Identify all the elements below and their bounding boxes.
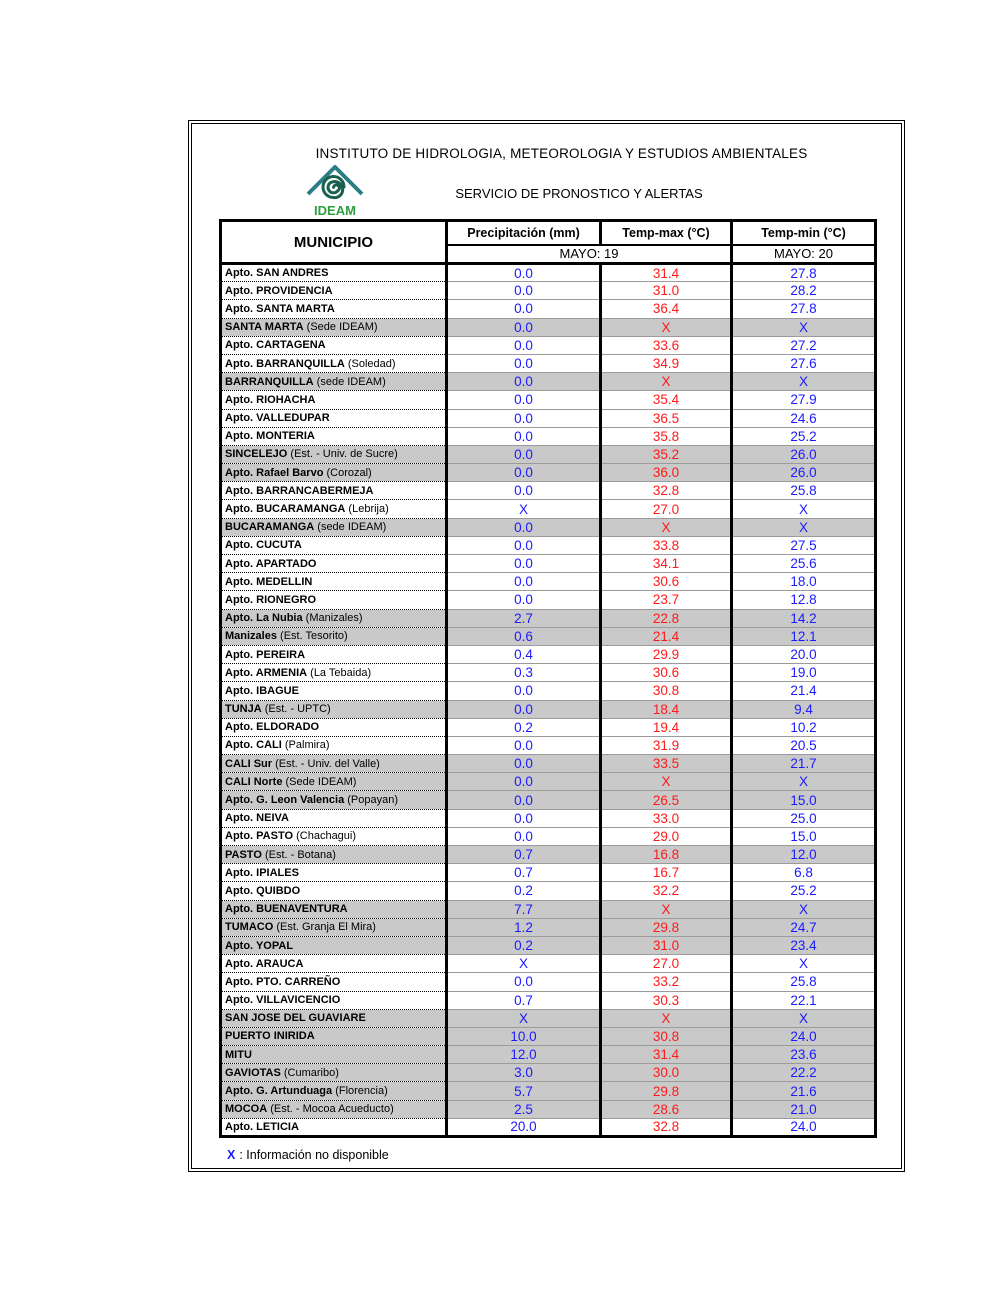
table-row	[221, 1046, 876, 1064]
temp-min-cell: 27.8	[732, 264, 876, 282]
document-frame	[188, 120, 905, 1172]
precipitation-cell: 0.0	[447, 409, 601, 427]
column-header-temp-min: Temp-min (°C)	[732, 221, 876, 245]
temp-min-cell: 24.6	[732, 409, 876, 427]
table-row	[221, 264, 876, 282]
temp-min-cell: 21.0	[732, 1100, 876, 1118]
temp-min-cell: 6.8	[732, 864, 876, 882]
temp-min-cell: X	[732, 773, 876, 791]
precipitation-cell: 0.6	[447, 627, 601, 645]
table-row	[221, 427, 876, 445]
municipality-cell: Apto. BARRANQUILLA (Soledad)	[221, 354, 447, 372]
municipality-cell: Apto. PEREIRA	[221, 645, 447, 663]
temp-min-cell: 26.0	[732, 464, 876, 482]
temp-min-cell: 12.8	[732, 591, 876, 609]
municipality-cell: PASTO (Est. - Botana)	[221, 846, 447, 864]
precipitation-cell: 7.7	[447, 900, 601, 918]
temp-min-cell: 25.2	[732, 882, 876, 900]
precipitation-cell: 0.0	[447, 518, 601, 536]
table-row	[221, 773, 876, 791]
temp-max-cell: 30.8	[601, 682, 732, 700]
precipitation-cell: 0.0	[447, 809, 601, 827]
precipitation-cell: 0.0	[447, 373, 601, 391]
table-row	[221, 445, 876, 463]
temp-min-cell: 22.1	[732, 991, 876, 1009]
table-row	[221, 482, 876, 500]
table-row	[221, 573, 876, 591]
municipality-cell: Apto. CALI (Palmira)	[221, 736, 447, 754]
table-row	[221, 500, 876, 518]
temp-max-cell: 31.0	[601, 282, 732, 300]
precipitation-cell: X	[447, 1009, 601, 1027]
precipitation-cell: 0.0	[447, 700, 601, 718]
temp-max-cell: 18.4	[601, 700, 732, 718]
precipitation-cell: 2.5	[447, 1100, 601, 1118]
temp-max-cell: 35.2	[601, 445, 732, 463]
table-row	[221, 827, 876, 845]
table-row	[221, 864, 876, 882]
temp-max-cell: 22.8	[601, 609, 732, 627]
temp-max-cell: 27.0	[601, 955, 732, 973]
municipality-cell: Apto. BUENAVENTURA	[221, 900, 447, 918]
column-header-temp-max: Temp-max (°C)	[601, 221, 732, 245]
temp-min-cell: 9.4	[732, 700, 876, 718]
temp-max-cell: 27.0	[601, 500, 732, 518]
municipality-cell: PUERTO INIRIDA	[221, 1027, 447, 1045]
table-row	[221, 318, 876, 336]
municipality-cell: SINCELEJO (Est. - Univ. de Sucre)	[221, 445, 447, 463]
temp-min-cell: 23.4	[732, 936, 876, 954]
temp-min-cell: 24.0	[732, 1027, 876, 1045]
municipality-cell: Apto. RIOHACHA	[221, 391, 447, 409]
column-header-municipio: MUNICIPIO	[221, 221, 447, 264]
precipitation-cell: 0.0	[447, 682, 601, 700]
municipality-cell: Apto. SAN ANDRES	[221, 264, 447, 282]
table-row	[221, 282, 876, 300]
municipality-cell: Apto. SANTA MARTA	[221, 300, 447, 318]
temp-min-cell: 15.0	[732, 827, 876, 845]
table-row	[221, 973, 876, 991]
precipitation-cell: 0.0	[447, 464, 601, 482]
temp-min-cell: X	[732, 318, 876, 336]
temp-min-cell: 25.6	[732, 555, 876, 573]
table-row	[221, 664, 876, 682]
temp-min-cell: X	[732, 900, 876, 918]
temp-min-cell: 23.6	[732, 1046, 876, 1064]
temp-max-cell: X	[601, 900, 732, 918]
table-row	[221, 609, 876, 627]
table-row	[221, 536, 876, 554]
column-header-precipitacion: Precipitación (mm)	[447, 221, 601, 245]
temp-max-cell: 32.8	[601, 1118, 732, 1136]
temp-max-cell: 19.4	[601, 718, 732, 736]
municipality-cell: Apto. La Nubia (Manizales)	[221, 609, 447, 627]
table-row	[221, 918, 876, 936]
temp-max-cell: 26.5	[601, 791, 732, 809]
temp-min-cell: 20.0	[732, 645, 876, 663]
table-row	[221, 846, 876, 864]
municipality-cell: Apto. APARTADO	[221, 555, 447, 573]
header-row-columns	[221, 221, 876, 245]
temp-max-cell: 30.3	[601, 991, 732, 1009]
table-row	[221, 354, 876, 372]
precipitation-cell: 0.0	[447, 445, 601, 463]
temp-max-cell: 31.4	[601, 1046, 732, 1064]
temp-max-cell: 33.5	[601, 755, 732, 773]
temp-max-cell: X	[601, 318, 732, 336]
municipality-cell: GAVIOTAS (Cumaribo)	[221, 1064, 447, 1082]
precipitation-cell: 0.0	[447, 391, 601, 409]
municipality-cell: MOCOA (Est. - Mocoa Acueducto)	[221, 1100, 447, 1118]
precipitation-cell: 0.0	[447, 555, 601, 573]
precipitation-cell: 0.0	[447, 973, 601, 991]
temp-max-cell: 23.7	[601, 591, 732, 609]
table-row	[221, 1118, 876, 1136]
municipality-cell: Apto. NEIVA	[221, 809, 447, 827]
municipality-cell: Apto. G. Artunduaga (Florencia)	[221, 1082, 447, 1100]
date-mayo-20: MAYO: 20	[732, 245, 876, 264]
municipality-cell: Apto. CUCUTA	[221, 536, 447, 554]
temp-max-cell: 31.9	[601, 736, 732, 754]
temp-min-cell: 25.0	[732, 809, 876, 827]
municipality-cell: Apto. ARMENIA (La Tebaida)	[221, 664, 447, 682]
temp-min-cell: 24.7	[732, 918, 876, 936]
temp-max-cell: 28.6	[601, 1100, 732, 1118]
precipitation-cell: 12.0	[447, 1046, 601, 1064]
precipitation-cell: 0.0	[447, 336, 601, 354]
municipality-cell: SANTA MARTA (Sede IDEAM)	[221, 318, 447, 336]
temp-min-cell: 27.5	[732, 536, 876, 554]
municipality-cell: Apto. PROVIDENCIA	[221, 282, 447, 300]
precipitation-cell: 0.0	[447, 536, 601, 554]
temp-max-cell: 31.0	[601, 936, 732, 954]
temp-min-cell: 21.4	[732, 682, 876, 700]
municipality-cell: Apto. CARTAGENA	[221, 336, 447, 354]
precipitation-cell: 0.0	[447, 591, 601, 609]
precipitation-cell: 0.0	[447, 755, 601, 773]
temp-min-cell: 27.9	[732, 391, 876, 409]
table-row	[221, 1009, 876, 1027]
table-row	[221, 991, 876, 1009]
table-row	[221, 882, 876, 900]
temp-max-cell: 29.8	[601, 1082, 732, 1100]
temp-max-cell: 29.9	[601, 645, 732, 663]
temp-max-cell: 34.1	[601, 555, 732, 573]
precipitation-cell: 0.3	[447, 664, 601, 682]
table-row	[221, 645, 876, 663]
temp-min-cell: 27.6	[732, 354, 876, 372]
temp-max-cell: 36.5	[601, 409, 732, 427]
precipitation-cell: 0.0	[447, 573, 601, 591]
forecast-table	[219, 219, 877, 1138]
temp-max-cell: 33.8	[601, 536, 732, 554]
temp-max-cell: 33.6	[601, 336, 732, 354]
table-row	[221, 936, 876, 954]
precipitation-cell: 0.0	[447, 736, 601, 754]
temp-min-cell: 26.0	[732, 445, 876, 463]
footnote	[227, 1148, 389, 1162]
temp-max-cell: 29.0	[601, 827, 732, 845]
temp-min-cell: 22.2	[732, 1064, 876, 1082]
table-row	[221, 391, 876, 409]
municipality-cell: BARRANQUILLA (sede IDEAM)	[221, 373, 447, 391]
table-row	[221, 955, 876, 973]
temp-min-cell: 25.8	[732, 482, 876, 500]
precipitation-cell: 0.0	[447, 318, 601, 336]
temp-min-cell: X	[732, 955, 876, 973]
municipality-cell: Apto. BARRANCABERMEJA	[221, 482, 447, 500]
precipitation-cell: 0.7	[447, 864, 601, 882]
temp-min-cell: 24.0	[732, 1118, 876, 1136]
temp-min-cell: 25.8	[732, 973, 876, 991]
date-mayo-19: MAYO: 19	[447, 245, 732, 264]
municipality-cell: MITU	[221, 1046, 447, 1064]
table-row	[221, 555, 876, 573]
temp-max-cell: 36.0	[601, 464, 732, 482]
municipality-cell: Apto. ARAUCA	[221, 955, 447, 973]
precipitation-cell: 0.0	[447, 354, 601, 372]
precipitation-cell: 0.0	[447, 482, 601, 500]
table-row	[221, 900, 876, 918]
temp-max-cell: 29.8	[601, 918, 732, 936]
table-row	[221, 1100, 876, 1118]
precipitation-cell: 0.2	[447, 718, 601, 736]
temp-max-cell: 33.2	[601, 973, 732, 991]
precipitation-cell: 0.7	[447, 991, 601, 1009]
temp-max-cell: X	[601, 1009, 732, 1027]
temp-max-cell: 32.2	[601, 882, 732, 900]
municipality-cell: Apto. MEDELLIN	[221, 573, 447, 591]
temp-max-cell: 16.8	[601, 846, 732, 864]
table-row	[221, 464, 876, 482]
precipitation-cell: 2.7	[447, 609, 601, 627]
table-row	[221, 809, 876, 827]
precipitation-cell: 0.0	[447, 300, 601, 318]
temp-min-cell: 28.2	[732, 282, 876, 300]
municipality-cell: Apto. MONTERIA	[221, 427, 447, 445]
table-row	[221, 1027, 876, 1045]
precipitation-cell: 0.0	[447, 264, 601, 282]
temp-max-cell: 31.4	[601, 264, 732, 282]
municipality-cell: Apto. Rafael Barvo (Corozal)	[221, 464, 447, 482]
table-row	[221, 300, 876, 318]
precipitation-cell: 0.0	[447, 827, 601, 845]
temp-min-cell: 18.0	[732, 573, 876, 591]
temp-min-cell: 20.5	[732, 736, 876, 754]
precipitation-cell: 0.7	[447, 846, 601, 864]
municipality-cell: CALI Norte (Sede IDEAM)	[221, 773, 447, 791]
table-row	[221, 1064, 876, 1082]
temp-min-cell: X	[732, 1009, 876, 1027]
table-row	[221, 409, 876, 427]
municipality-cell: Apto. BUCARAMANGA (Lebrija)	[221, 500, 447, 518]
temp-min-cell: 12.1	[732, 627, 876, 645]
table-row	[221, 518, 876, 536]
temp-min-cell: 10.2	[732, 718, 876, 736]
table-row	[221, 718, 876, 736]
municipality-cell: Apto. RIONEGRO	[221, 591, 447, 609]
municipality-cell: Apto. PTO. CARREÑO	[221, 973, 447, 991]
municipality-cell: Apto. IPIALES	[221, 864, 447, 882]
table-row	[221, 627, 876, 645]
precipitation-cell: 0.0	[447, 773, 601, 791]
precipitation-cell: 1.2	[447, 918, 601, 936]
table-row	[221, 791, 876, 809]
precipitation-cell: 10.0	[447, 1027, 601, 1045]
municipality-cell: Apto. G. Leon Valencia (Popayan)	[221, 791, 447, 809]
precipitation-cell: 0.4	[447, 645, 601, 663]
temp-min-cell: X	[732, 373, 876, 391]
precipitation-cell: X	[447, 500, 601, 518]
municipality-cell: Apto. ELDORADO	[221, 718, 447, 736]
temp-min-cell: 14.2	[732, 609, 876, 627]
temp-min-cell: 27.2	[732, 336, 876, 354]
precipitation-cell: 20.0	[447, 1118, 601, 1136]
temp-max-cell: 16.7	[601, 864, 732, 882]
table-row	[221, 682, 876, 700]
municipality-cell: Apto. LETICIA	[221, 1118, 447, 1136]
municipality-cell: Apto. VALLEDUPAR	[221, 409, 447, 427]
document-subtitle: SERVICIO DE PRONOSTICO Y ALERTAS	[455, 186, 703, 201]
table-row	[221, 755, 876, 773]
municipality-cell: CALI Sur (Est. - Univ. del Valle)	[221, 755, 447, 773]
missing-data-symbol: X	[227, 1148, 236, 1162]
precipitation-cell: 0.2	[447, 882, 601, 900]
table-row	[221, 736, 876, 754]
temp-min-cell: 21.6	[732, 1082, 876, 1100]
municipality-cell: Apto. VILLAVICENCIO	[221, 991, 447, 1009]
temp-max-cell: 21.4	[601, 627, 732, 645]
temp-max-cell: 36.4	[601, 300, 732, 318]
precipitation-cell: 5.7	[447, 1082, 601, 1100]
document-title: INSTITUTO DE HIDROLOGIA, METEOROLOGIA Y ESTUDIOS AMBIENTALES	[315, 146, 808, 161]
precipitation-cell: X	[447, 955, 601, 973]
footnote-text: : Información no disponible	[239, 1148, 389, 1162]
temp-max-cell: X	[601, 518, 732, 536]
municipality-cell: Apto. PASTO (Chachagui)	[221, 827, 447, 845]
temp-max-cell: 34.9	[601, 354, 732, 372]
precipitation-cell: 0.0	[447, 791, 601, 809]
municipality-cell: Apto. IBAGUE	[221, 682, 447, 700]
precipitation-cell: 0.0	[447, 282, 601, 300]
temp-max-cell: 33.0	[601, 809, 732, 827]
temp-max-cell: 32.8	[601, 482, 732, 500]
table-row	[221, 591, 876, 609]
municipality-cell: Manizales (Est. Tesorito)	[221, 627, 447, 645]
municipality-cell: Apto. QUIBDO	[221, 882, 447, 900]
temp-max-cell: 30.8	[601, 1027, 732, 1045]
municipality-cell: TUMACO (Est. Granja El Mira)	[221, 918, 447, 936]
temp-max-cell: 35.4	[601, 391, 732, 409]
temp-min-cell: 27.8	[732, 300, 876, 318]
table-row	[221, 1082, 876, 1100]
precipitation-cell: 3.0	[447, 1064, 601, 1082]
temp-max-cell: X	[601, 773, 732, 791]
logo-text: IDEAM	[314, 203, 356, 218]
table-row	[221, 336, 876, 354]
precipitation-cell: 0.2	[447, 936, 601, 954]
table-row	[221, 700, 876, 718]
temp-min-cell: 12.0	[732, 846, 876, 864]
temp-min-cell: 19.0	[732, 664, 876, 682]
temp-max-cell: 35.8	[601, 427, 732, 445]
municipality-cell: TUNJA (Est. - UPTC)	[221, 700, 447, 718]
temp-min-cell: 25.2	[732, 427, 876, 445]
municipality-cell: Apto. YOPAL	[221, 936, 447, 954]
temp-max-cell: 30.0	[601, 1064, 732, 1082]
temp-max-cell: X	[601, 373, 732, 391]
temp-max-cell: 30.6	[601, 573, 732, 591]
temp-max-cell: 30.6	[601, 664, 732, 682]
precipitation-cell: 0.0	[447, 427, 601, 445]
municipality-cell: SAN JOSE DEL GUAVIARE	[221, 1009, 447, 1027]
temp-min-cell: X	[732, 518, 876, 536]
temp-min-cell: X	[732, 500, 876, 518]
table-row	[221, 373, 876, 391]
municipality-cell: BUCARAMANGA (sede IDEAM)	[221, 518, 447, 536]
temp-min-cell: 21.7	[732, 755, 876, 773]
temp-min-cell: 15.0	[732, 791, 876, 809]
